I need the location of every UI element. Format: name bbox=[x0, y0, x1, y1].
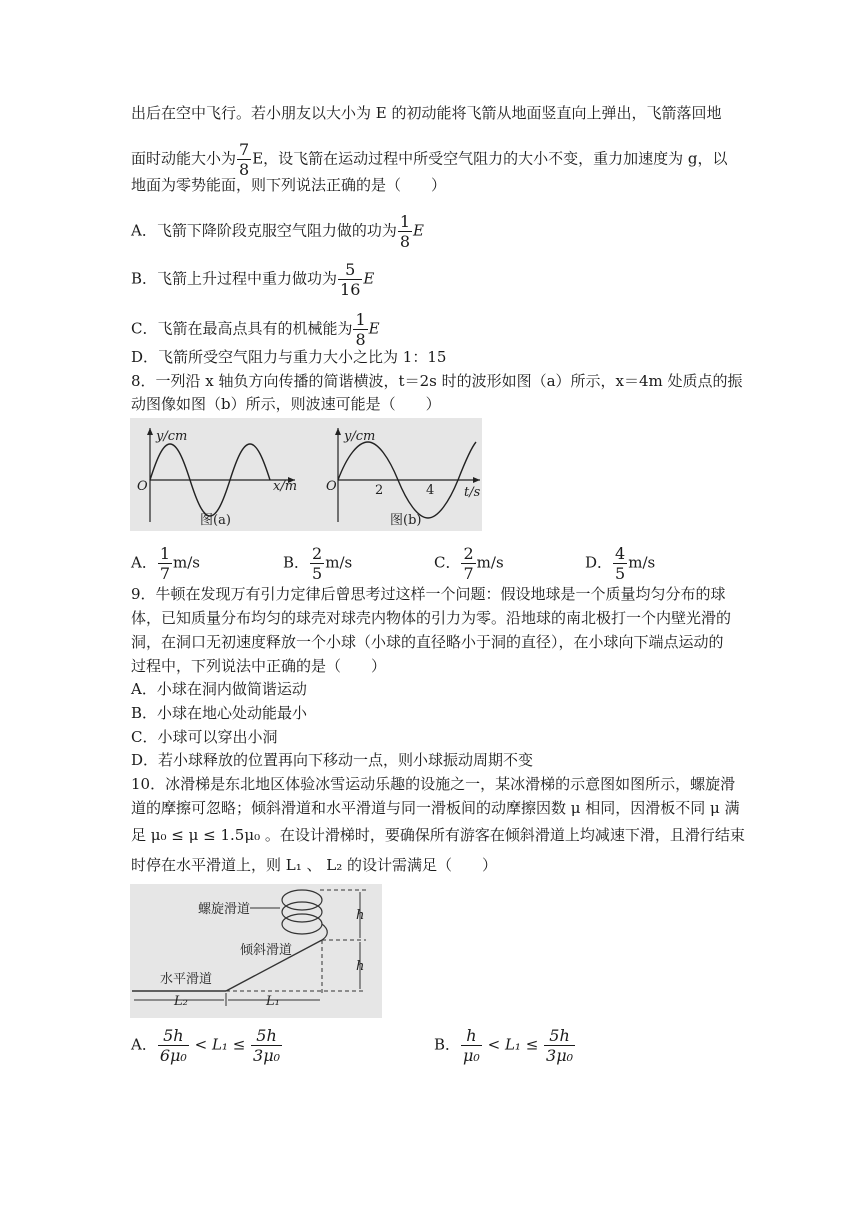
option-letter: A． bbox=[131, 1035, 157, 1054]
q7-line1: 出后在空中飞行。若小朋友以大小为 E 的初动能将飞箭从地面竖直向上弹出，飞箭落回地 bbox=[131, 104, 722, 122]
frac-num: 2 bbox=[463, 544, 474, 563]
option-fraction bbox=[158, 544, 172, 583]
q10-option-b bbox=[434, 1026, 576, 1065]
option-fraction bbox=[613, 544, 627, 583]
graph-a-ylabel: y/cm bbox=[156, 429, 188, 444]
horizontal-label: 水平滑道 bbox=[160, 972, 213, 987]
frac-num: 4 bbox=[615, 544, 626, 563]
q8-figure bbox=[130, 418, 482, 531]
frac-num: 5h bbox=[158, 1026, 189, 1046]
q8-line2: 动图像如图（b）所示，则波速可能是（ ） bbox=[131, 395, 441, 413]
q9-line3: 洞，在洞口无初速度释放一个小球（小球的直径略小于洞的直径），在小球向下端点运动的 bbox=[131, 633, 724, 651]
option-letter: B． bbox=[283, 553, 310, 572]
q9-line1: 9．牛顿在发现万有引力定律后曾思考过这样一个问题：假设地球是一个质量均匀分布的球 bbox=[131, 585, 726, 603]
q10-option-a bbox=[131, 1026, 283, 1065]
option-letter: A． bbox=[131, 553, 157, 572]
graph-b-origin: O bbox=[326, 479, 337, 494]
frac-den: 3μ₀ bbox=[253, 1046, 281, 1065]
option-inequality: < L₁ ≤ bbox=[482, 1035, 544, 1054]
graph-b-x-arrow bbox=[473, 477, 480, 483]
option-text: A．飞箭下降阶段克服空气阻力做的功为 bbox=[131, 221, 397, 240]
option-text: B．飞箭上升过程中重力做功为 bbox=[131, 269, 338, 288]
option-fraction-right bbox=[251, 1026, 282, 1065]
graph-a bbox=[137, 428, 297, 528]
q10-line4: 时停在水平滑道上，则 L₁ 、 L₂ 的设计需满足（ ） bbox=[131, 856, 498, 874]
spiral-slide bbox=[282, 890, 327, 940]
frac-num: 1 bbox=[159, 544, 171, 563]
option-fraction bbox=[461, 544, 475, 583]
q10-line2: 道的摩擦可忽略；倾斜滑道和水平滑道与同一滑板间的动摩擦因数 μ 相同，因滑板不同 μ 满 bbox=[131, 799, 740, 817]
frac-den: 7 bbox=[463, 564, 474, 583]
option-fraction-left bbox=[461, 1026, 482, 1065]
frac-den: 16 bbox=[340, 280, 361, 299]
q9-option-a: A．小球在洞内做简谐运动 bbox=[131, 680, 307, 698]
option-var: E bbox=[413, 221, 424, 240]
frac-den: 7 bbox=[159, 564, 171, 583]
q9-line4: 过程中，下列说法中正确的是（ ） bbox=[131, 657, 387, 675]
graph-a-xlabel: x/m bbox=[273, 479, 298, 494]
graph-b-xlabel: t/s bbox=[464, 485, 481, 500]
q7-option-d: D．飞箭所受空气阻力与重力大小之比为 1：15 bbox=[131, 348, 447, 366]
q8-option-c bbox=[434, 544, 504, 583]
option-var: E bbox=[368, 319, 380, 338]
frac-den: 5 bbox=[615, 564, 626, 583]
q9-option-c: C．小球可以穿出小洞 bbox=[131, 728, 278, 746]
frac-den: 8 bbox=[355, 330, 366, 349]
graph-b-tick-2: 2 bbox=[375, 483, 384, 498]
option-fraction bbox=[310, 544, 324, 583]
frac-den: 6μ₀ bbox=[159, 1046, 187, 1065]
q7-option-a bbox=[131, 212, 424, 251]
L1-label: L₁ bbox=[266, 994, 280, 1009]
graph-b-ylabel: y/cm bbox=[344, 429, 376, 444]
option-fraction bbox=[338, 260, 362, 299]
q7-option-c bbox=[131, 310, 380, 349]
graph-b bbox=[326, 428, 481, 528]
spiral-label: 螺旋滑道 bbox=[198, 902, 251, 917]
graph-b-tick-4: 4 bbox=[426, 483, 435, 498]
graph-b-caption: 图(b) bbox=[390, 513, 422, 528]
q8-graphs bbox=[130, 418, 482, 531]
frac-num: 5h bbox=[544, 1026, 575, 1046]
graph-a-y-arrow bbox=[147, 428, 153, 435]
frac-den: 8 bbox=[399, 232, 411, 251]
option-unit: m/s bbox=[173, 553, 201, 572]
option-letter: C． bbox=[434, 553, 461, 572]
option-fraction bbox=[353, 310, 367, 349]
option-unit: m/s bbox=[325, 553, 353, 572]
q8-option-b bbox=[283, 544, 352, 583]
frac-num: 7 bbox=[239, 140, 250, 159]
frac-num: 1 bbox=[399, 212, 411, 231]
q9-option-b: B．小球在地心处动能最小 bbox=[131, 704, 308, 722]
frac-den: 5 bbox=[312, 564, 323, 583]
q10-line1: 10．冰滑梯是东北地区体验冰雪运动乐趣的设施之一，某冰滑梯的示意图如图所示，螺旋滑 bbox=[131, 775, 736, 793]
option-unit: m/s bbox=[476, 553, 504, 572]
q8-line1: 8．一列沿 x 轴负方向传播的简谐横波，t＝2s 时的波形如图（a）所示，x＝4m 处质点的振 bbox=[131, 372, 743, 390]
graph-a-caption: 图(a) bbox=[200, 513, 231, 528]
q10-line3: 足 μ₀ ≤ μ ≤ 1.5μ₀ 。在设计滑梯时，要确保所有游客在倾斜滑道上均减速下滑，且滑行结束 bbox=[131, 826, 745, 844]
ice-slide-diagram bbox=[130, 884, 382, 1018]
frac-num: 2 bbox=[312, 544, 323, 563]
option-letter: B． bbox=[434, 1035, 461, 1054]
q8-option-a bbox=[131, 544, 200, 583]
q7-option-b bbox=[131, 260, 374, 299]
frac-num: 1 bbox=[355, 310, 366, 329]
L2-label: L₂ bbox=[174, 994, 188, 1009]
option-unit: m/s bbox=[628, 553, 656, 572]
option-var: E bbox=[363, 269, 375, 288]
graph-a-origin: O bbox=[137, 479, 148, 494]
frac-num: h bbox=[461, 1026, 482, 1046]
frac-den: 8 bbox=[239, 160, 250, 179]
frac-num: 5 bbox=[338, 260, 362, 280]
q9-line2: 体，已知质量分布均匀的球壳对球壳内物体的引力为零。沿地球的南北极打一个内壁光滑的 bbox=[131, 609, 732, 627]
frac-den: 3μ₀ bbox=[546, 1046, 574, 1065]
q9-option-d: D．若小球释放的位置再向下移动一点，则小球振动周期不变 bbox=[131, 751, 534, 769]
option-fraction bbox=[398, 212, 412, 251]
option-fraction-right bbox=[544, 1026, 575, 1065]
incline-label: 倾斜滑道 bbox=[240, 943, 293, 958]
graph-b-y-arrow bbox=[335, 428, 341, 435]
option-fraction-left bbox=[158, 1026, 189, 1065]
option-letter: D． bbox=[585, 553, 613, 572]
q7-line2-post: E，设飞箭在运动过程中所受空气阻力的大小不变，重力加速度为 g，以 bbox=[252, 149, 728, 168]
h-label-bottom: h bbox=[356, 959, 365, 974]
option-inequality: < L₁ ≤ bbox=[189, 1035, 251, 1054]
q7-line2-pre: 面时动能大小为 bbox=[131, 149, 237, 168]
q10-figure bbox=[130, 884, 382, 1018]
frac-num: 5h bbox=[251, 1026, 282, 1046]
q7-line3: 地面为零势能面，则下列说法正确的是（ ） bbox=[131, 176, 447, 194]
q8-option-d bbox=[585, 544, 655, 583]
h-label-top: h bbox=[356, 908, 365, 923]
frac-den: μ₀ bbox=[463, 1046, 480, 1065]
option-text: C．飞箭在最高点具有的机械能为 bbox=[131, 319, 353, 338]
